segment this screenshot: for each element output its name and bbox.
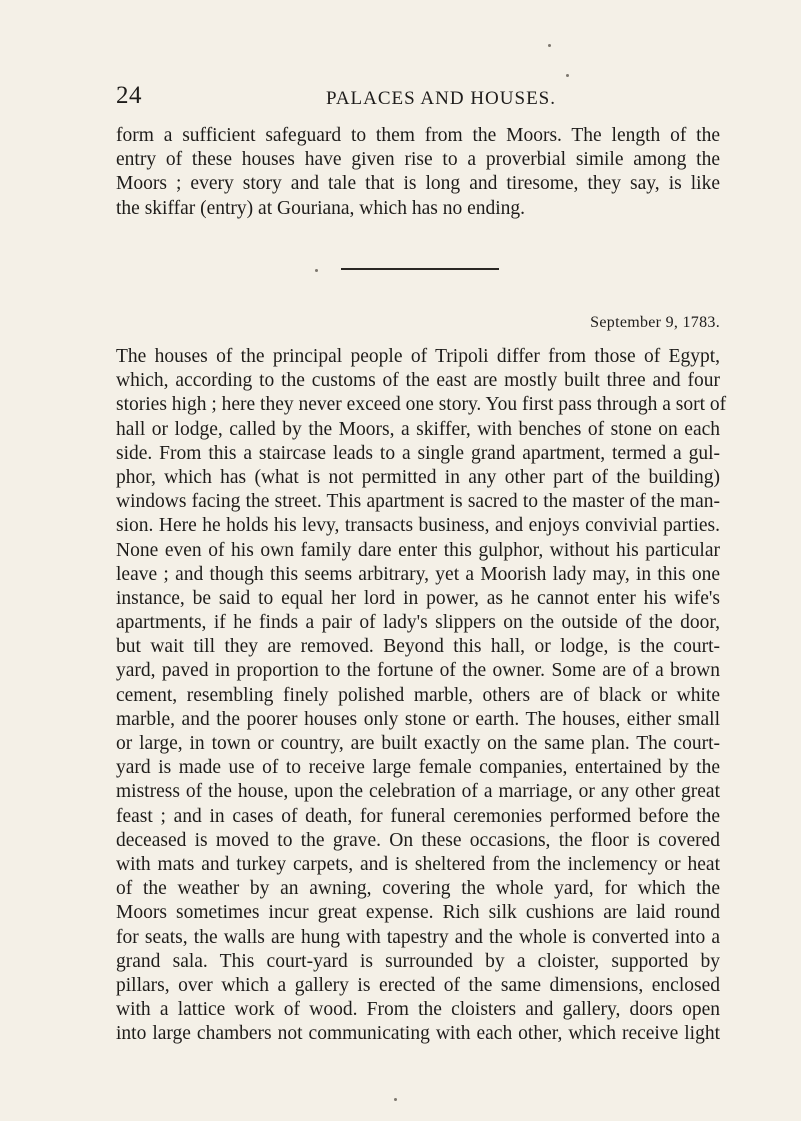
text-line: None even of his own family dare enter this gulphor, without his particular xyxy=(116,539,720,561)
text-line: instance, be said to equal her lord in power, as he cannot enter his wife's xyxy=(116,587,720,609)
text-line: pillars, over which a gallery is erected of the same dimensions, enclosed xyxy=(116,974,720,996)
text-line: of the weather by an awning, covering the whole yard, for which the xyxy=(116,878,720,900)
running-head: PALACES AND HOUSES. xyxy=(326,88,556,109)
page-number: 24 xyxy=(116,82,142,109)
text-line: apartments, if he finds a pair of lady's slippers on the outside of the door, xyxy=(116,612,720,634)
text-line: for seats, the walls are hung with tapestry and the whole is converted into a xyxy=(116,926,720,948)
text-line: stories high ; here they never exceed one story. You first pass through a sort of xyxy=(116,394,727,416)
text-line: form a sufficient safeguard to them from the Moors. The length of the xyxy=(116,125,720,146)
text-line: side. From this a staircase leads to a single grand apartment, termed a gul- xyxy=(116,442,720,464)
text-line: Moors ; every story and tale that is long and tiresome, they say, is like xyxy=(116,173,720,195)
section-divider-rule xyxy=(341,268,499,270)
paper-speck xyxy=(394,1098,397,1101)
text-line: phor, which has (what is not permitted in any other part of the building) xyxy=(116,466,720,488)
text-line: sion. Here he holds his levy, transacts business, and enjoys convivial parties. xyxy=(116,515,720,537)
text-line: or large, in town or country, are built exactly on the same plan. The court- xyxy=(116,733,720,754)
text-line: feast ; and in cases of death, for funeral ceremonies performed before the xyxy=(116,805,720,827)
paper-speck xyxy=(566,74,569,77)
text-line: marble, and the poorer houses only stone or earth. The houses, either small xyxy=(116,708,720,730)
page-header xyxy=(116,82,720,112)
text-line: but wait till they are removed. Beyond this hall, or lodge, is the court- xyxy=(116,636,720,658)
text-line: Moors sometimes incur great expense. Rich silk cushions are laid round xyxy=(116,902,720,924)
text-line: with a lattice work of wood. From the cloisters and gallery, doors open xyxy=(116,999,720,1021)
paragraph-skiffar xyxy=(116,124,720,221)
letter-dateline: September 9, 1783. xyxy=(590,314,720,331)
text-line: yard, paved in proportion to the fortune of the owner. Some are of a brown xyxy=(116,660,720,682)
text-line: cement, resembling finely polished marble, others are of black or white xyxy=(116,684,720,706)
paper-speck xyxy=(548,44,551,47)
text-line: with mats and turkey carpets, and is sheltered from the inclemency or heat xyxy=(116,853,720,875)
text-line: yard is made use of to receive large female companies, entertained by the xyxy=(116,757,720,779)
text-line: entry of these houses have given rise to a proverbial simile among the xyxy=(116,149,720,171)
text-line: grand sala. This court-yard is surrounded by a cloister, supported by xyxy=(116,950,720,972)
paragraph-houses-of-tripoli xyxy=(116,345,727,1046)
text-line: mistress of the house, upon the celebration of a marriage, or any other great xyxy=(116,781,720,803)
paper-speck xyxy=(315,269,318,272)
text-line: windows facing the street. This apartment is sacred to the master of the man- xyxy=(116,491,720,513)
text-line: hall or lodge, called by the Moors, a skiffer, with benches of stone on each xyxy=(116,418,720,440)
text-line: The houses of the principal people of Tripoli differ from those of Egypt, xyxy=(116,346,720,367)
text-line: the skiffar (entry) at Gouriana, which has no ending. xyxy=(116,197,526,219)
text-line: which, according to the customs of the east are mostly built three and four xyxy=(116,370,720,392)
text-line: leave ; and though this seems arbitrary, yet a Moorish lady may, in this one xyxy=(116,563,720,585)
text-line: deceased is moved to the grave. On these occasions, the floor is covered xyxy=(116,829,720,851)
text-line: into large chambers not communicating with each other, which receive light xyxy=(116,1023,720,1045)
